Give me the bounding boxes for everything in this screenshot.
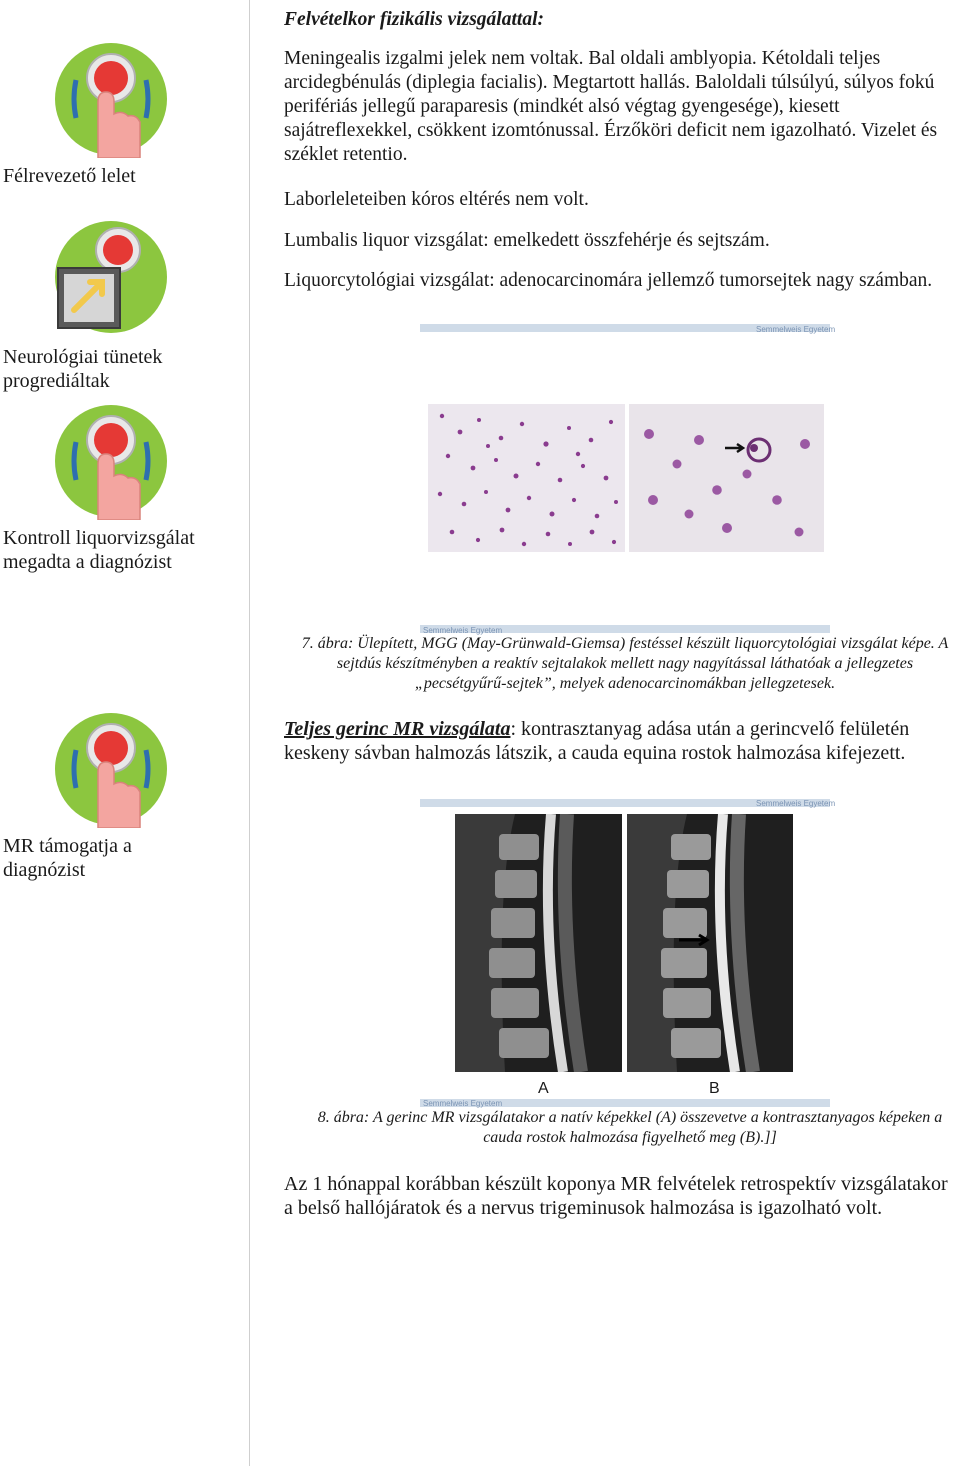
watermark: Semmelweis Egyetem	[423, 626, 503, 635]
figure-7-caption	[290, 634, 960, 694]
figure-8-panel-a-label: A	[538, 1080, 549, 1097]
figure-8-label: 8. ábra:	[317, 1109, 370, 1126]
figure-8-panel-b-label: B	[709, 1080, 720, 1097]
cytology-result: Liquorcytológiai vizsgálat: adenocarcinomára jellemző tumorsejtek nagy számban.	[284, 270, 933, 291]
press-button-icon	[52, 710, 170, 828]
figure-8-caption	[300, 1108, 960, 1148]
sidebar-label-progressed: Neurológiai tünetek progrediáltak	[3, 346, 163, 392]
closing-paragraph: Az 1 hónappal korábban készült koponya MR felvételek retrospektív vizsgálatakor a belső hallójáratok és a nervus trigeminusok halmozása is igazolható volt.	[284, 1173, 948, 1219]
cytology-low-magnification-image	[428, 404, 625, 552]
watermark: Semmelweis Egyetem	[756, 799, 836, 808]
spine-mr-lead: Teljes gerinc MR vizsgálata	[284, 718, 511, 740]
sidebar-label-mr: MR támogatja a diagnózist	[3, 835, 132, 881]
figure-7-text: Ülepített, MGG (May-Grünwald-Giemsa) festéssel készült liquorcytológiai vizsgálat képe. A sejtdús készítményben a reaktív sejtalakok mellett nagy nagyítással láthatóak a jellegzetes „pecsétgyűrű-sejtek”, melyek adenocarcinomákban jellegzetesek.	[336, 635, 949, 692]
figure-7-label: 7. ábra:	[301, 635, 354, 652]
mr-native-image	[455, 814, 622, 1072]
lab-result: Laborleleteiben kóros eltérés nem volt.	[284, 189, 589, 210]
watermark: Semmelweis Egyetem	[756, 325, 836, 334]
lumbar-result: Lumbalis liquor vizsgálat: emelkedett összfehérje és sejtszám.	[284, 230, 770, 251]
spine-mr-text: : kontrasztanyag adása után a gerincvelő felületén keskeny sávban halmozás látszik, a cauda equina rostok halmozása kifejezett.	[284, 718, 910, 764]
exam-paragraph: Meningealis izgalmi jelek nem voltak. Bal oldali amblyopia. Kétoldali teljes arcidegbénulás (diplegia facialis). Megtartott hallás. Baloldali túlsúlyú, súlyos fokú perifériás jellegű paraparesis (mindkét alsó végtag gyengesége), kiesett sajátreflexekkel, csökkent izomtónussal. Érzőköri deficit nem igazolható. Vizelet és széklet retentio.	[284, 48, 938, 165]
exam-heading: Felvételkor fizikális vizsgálattal:	[284, 9, 544, 30]
figure-8-text: A gerinc MR vizsgálatakor a natív képekkel (A) összevetve a kontrasztanyagos képeken a cauda rostok halmozása figyelhető meg (B).]]	[372, 1109, 943, 1146]
cytology-high-magnification-image	[629, 404, 824, 552]
spine-mr-paragraph	[284, 717, 960, 765]
sidebar-label-misleading: Félrevezető lelet	[3, 165, 136, 187]
watermark: Semmelweis Egyetem	[423, 1099, 503, 1108]
sidebar-label-control: Kontroll liquorvizsgálat megadta a diagnózist	[3, 527, 195, 573]
sidebar-divider	[249, 0, 250, 1466]
press-button-icon	[52, 40, 170, 158]
press-button-icon	[52, 402, 170, 520]
arrow-press-button-icon	[52, 218, 170, 336]
mr-contrast-image	[627, 814, 793, 1072]
